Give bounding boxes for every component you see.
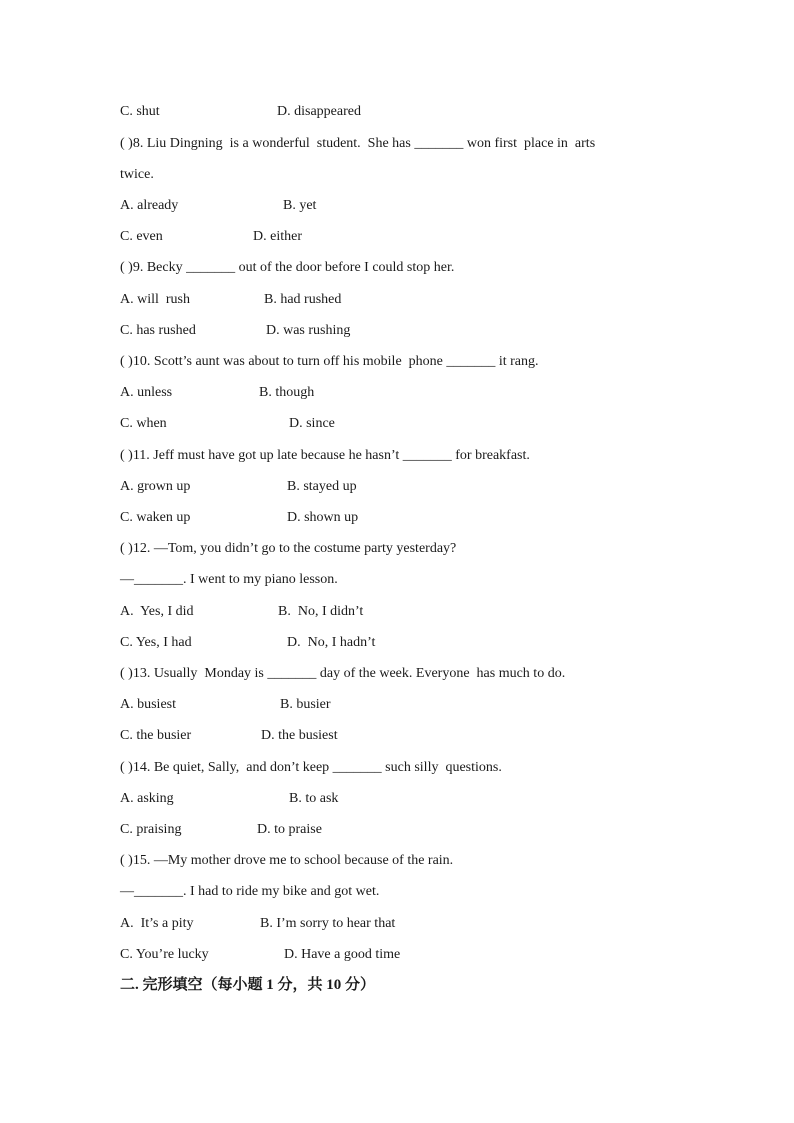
question-13: ( )13. Usually Monday is _______ day of the week. Everyone has much to do.: [120, 666, 566, 681]
option-a: A. already: [120, 198, 179, 213]
option-b: B. yet: [283, 198, 317, 213]
option-d: D. shown up: [287, 510, 359, 525]
option-c: C. You’re lucky: [120, 947, 209, 962]
question-12: ( )12. —Tom, you didn’t go to the costume party yesterday?: [120, 541, 457, 556]
option-c: C. the busier: [120, 728, 192, 743]
question-8: ( )8. Liu Dingning is a wonderful student. She has _______ won first place in arts: [120, 136, 596, 151]
option-a: A. Yes, I did: [120, 604, 194, 619]
option-b: B. though: [259, 385, 315, 400]
option-d: D. either: [253, 229, 302, 244]
option-a: A. grown up: [120, 479, 191, 494]
question-15: ( )15. —My mother drove me to school because of the rain.: [120, 853, 454, 868]
option-c: C. waken up: [120, 510, 191, 525]
option-a: A. busiest: [120, 697, 176, 712]
option-d: D. No, I hadn’t: [287, 635, 376, 650]
question-15-reply: —_______. I had to ride my bike and got wet.: [120, 884, 380, 899]
option-b: B. to ask: [289, 791, 339, 806]
question-10: ( )10. Scott’s aunt was about to turn off his mobile phone _______ it rang.: [120, 354, 539, 369]
option-a: A. unless: [120, 385, 173, 400]
option-d: D. Have a good time: [284, 947, 401, 962]
question-9: ( )9. Becky _______ out of the door before I could stop her.: [120, 260, 455, 275]
section-heading: 二. 完形填空（每小题 1 分，共 10 分）: [120, 977, 376, 993]
option-c: C. when: [120, 416, 167, 431]
option-b: B. had rushed: [264, 292, 342, 307]
option-a: A. will rush: [120, 292, 190, 307]
option-d: D. the busiest: [261, 728, 338, 743]
option-c: C. even: [120, 229, 163, 244]
option-b: B. stayed up: [287, 479, 357, 494]
option-c: C. praising: [120, 822, 182, 837]
question-14: ( )14. Be quiet, Sally, and don’t keep _______ such silly questions.: [120, 760, 502, 775]
option-a: A. asking: [120, 791, 174, 806]
question-8-continued: twice.: [120, 167, 154, 182]
option-c: C. has rushed: [120, 323, 196, 338]
question-11: ( )11. Jeff must have got up late because he hasn’t _______ for breakfast.: [120, 448, 530, 463]
option-b: B. I’m sorry to hear that: [260, 916, 396, 931]
option-a: A. It’s a pity: [120, 916, 194, 931]
option-d: D. to praise: [257, 822, 322, 837]
option-b: B. No, I didn’t: [278, 604, 364, 619]
question-12-reply: —_______. I went to my piano lesson.: [120, 572, 338, 587]
option-d: D. since: [289, 416, 335, 431]
option-d: D. was rushing: [266, 323, 351, 338]
option-c: C. Yes, I had: [120, 635, 192, 650]
option-b: B. busier: [280, 697, 331, 712]
option-d: D. disappeared: [277, 104, 361, 119]
option-c: C. shut: [120, 104, 160, 119]
